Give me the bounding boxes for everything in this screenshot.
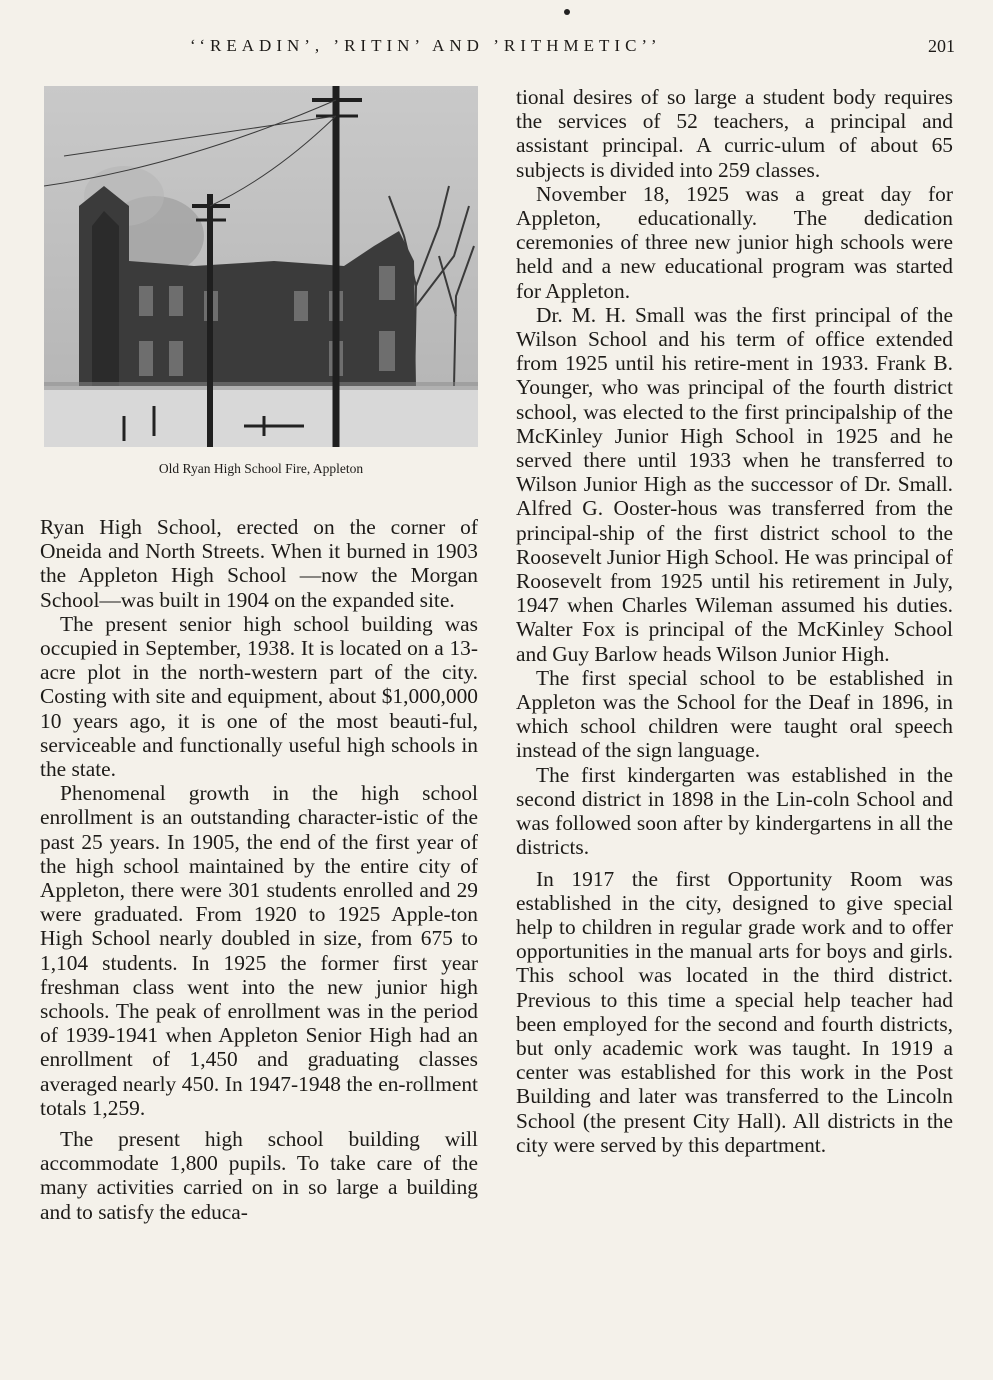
right-column: [516, 85, 953, 1157]
paragraph: The present senior high school building was occupied in September, 1938. It is located on a 13-acre plot in the north-western part of the city. Costing with site and equipment, about $1,000,000 10 years ago, it is one of the most beauti-ful, serviceable and functionally useful high schools in the state.: [40, 611, 478, 782]
ornament-dot: [564, 9, 570, 15]
fire-photo-image: [44, 86, 478, 447]
paragraph: In 1917 the first Opportunity Room was established in the city, designed to give special help to children in regular grade work and to offer opportunities in the manual arts for boys and girls. This school was located in the third district. Previous to this time a special help teacher had been employed for the second and fourth districts, but only academic work was taught. In 1919 a center was established for this work in the Post Building and later was transferred to the Lincoln School (the present City Hall). All districts in the city were served by this department.: [516, 866, 953, 1157]
paragraph: Ryan High School, erected on the corner of Oneida and North Streets. When it burned in 1903 the Appleton High School —now the Morgan School—was built in 1904 on the expanded site.: [40, 515, 478, 612]
left-column: [40, 515, 478, 1224]
paragraph: The present high school building will accommodate 1,800 pupils. To take care of the many activities carried on in so large a building and to satisfy the educa-: [40, 1127, 478, 1224]
fire-photograph: [44, 86, 478, 447]
paragraph: The first special school to be established in Appleton was the School for the Deaf in 1896, in which school children were taught oral speech instead of the sign language.: [516, 665, 953, 763]
running-head: ‘‘READIN’, ’RITIN’ AND ’RITHMETIC’’: [190, 36, 662, 55]
paragraph: Phenomenal growth in the high school enrollment is an outstanding character-istic of the past 25 years. In 1905, the end of the first year of the high school maintained by the entire city of Appleton, there were 301 students enrolled and 29 were graduated. From 1920 to 1925 Apple-ton High School nearly doubled in size, from 675 to 1,104 students. In 1925 the former first year freshman class went into the new junior high schools. The peak of enrollment was in the period of 1939-1941 when Appleton Senior High had an enrollment of 1,450 and graduating classes averaged nearly 450. In 1947-1948 the en-rollment totals 1,259.: [40, 781, 478, 1120]
figure-caption: Old Ryan High School Fire, Appleton: [158, 461, 364, 476]
paragraph: Dr. M. H. Small was the first principal of the Wilson School and his term of office extended from 1925 until his retire-ment in 1933. Frank B. Younger, who was principal of the fourth district school, was elected to the first principalship of the McKinley Junior High School in 1925 and he served there until 1933 when he transferred to Wilson Junior High as the successor of Dr. Small. Alfred G. Ooster-hous was transferred from the principal-ship of the first district school to the Roosevelt Junior High School. He was principal of Roosevelt from 1925 until his retirement in July, 1947 when Charles Wileman assumed his duties. Walter Fox is principal of the McKinley School and Guy Barlow heads Wilson Junior High.: [516, 302, 953, 666]
paragraph: The first kindergarten was established in the second district in 1898 in the Lin-coln School and was followed soon after by kindergartens in all the districts.: [516, 762, 953, 860]
paragraph: tional desires of so large a student body requires the services of 52 teachers, a principal and assistant principal. A curric-ulum of about 65 subjects is divided into 259 classes.: [516, 85, 953, 182]
paragraph: November 18, 1925 was a great day for Appleton, educationally. The dedication ceremonies of three new junior high schools were held and a new educational program was started for Appleton.: [516, 181, 953, 303]
page-number: 201: [928, 36, 955, 56]
